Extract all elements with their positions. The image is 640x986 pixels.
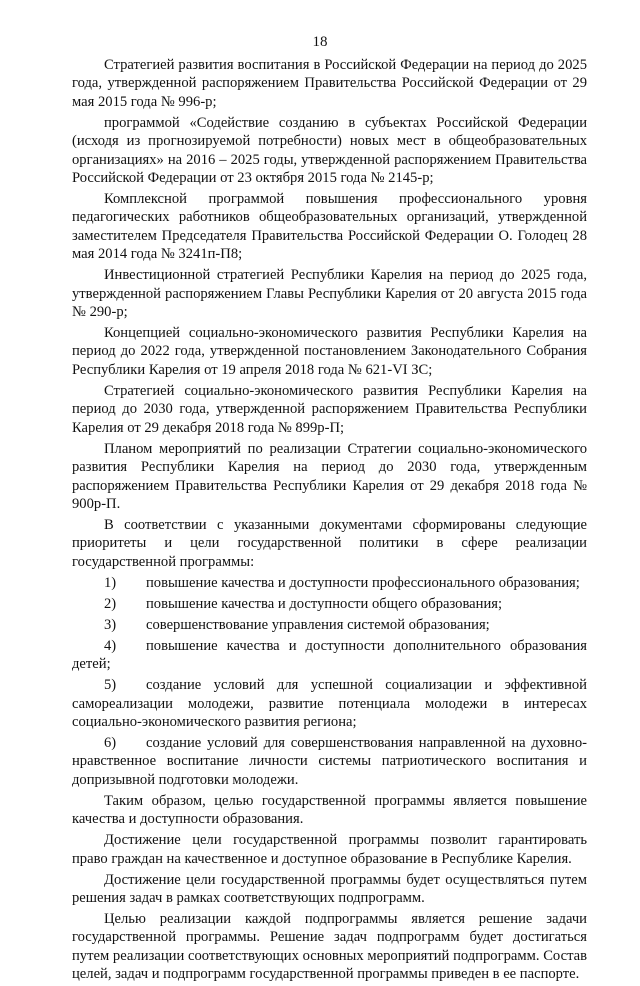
list-item-number: 3) [104, 616, 117, 633]
list-item-text: создание условий для совершенствования направленной на духовно-нравственное воспитание личности системы патриотического воспитания и допризывной подготовки молодежи. [72, 734, 587, 788]
paragraph: Инвестиционной стратегией Республики Карелия на период до 2025 года, утвержденной распоряжением Главы Республики Карелия от 20 августа 2015 года № 290-р; [72, 267, 587, 321]
list-item [72, 595, 587, 613]
list-item-number: 5) [104, 677, 117, 694]
page-number: 18 [312, 34, 328, 50]
list-item-number: 4) [104, 637, 117, 654]
paragraph: Концепцией социально-экономического развития Республики Карелия на период до 2022 года, утвержденной постановлением Законодательного Собрания Республики Карелия от 19 апреля 2018 года № 621-VI ЗС; [72, 325, 587, 378]
list-item-text: создание условий для успешной социализации и эффективной самореализации молодежи, развитие потенциала молодежи в интересах социально-экономического развития региона; [72, 677, 587, 730]
list-item-text: повышение качества и доступности профессионального образования; [146, 574, 580, 591]
paragraph: Достижение цели государственной программы позволит гарантировать право граждан на качественное и доступное образование в Республике Карелия. [72, 832, 587, 867]
paragraph: программой «Содействие созданию в субъектах Российской Федерации (исходя из прогнозируемой потребности) новых мест в общеобразовательных организациях» на 2016 – 2025 годы, утвержденной распоряжением Правительства Российской Федерации от 23 октября 2015 года № 2145-р; [72, 114, 587, 187]
document-body [72, 56, 587, 986]
list-item [72, 676, 587, 731]
paragraph: Стратегией социально-экономического развития Республики Карелия на период до 2030 года, утвержденной распоряжением Правительства Республики Карелия от 29 декабря 2018 года № 899р-П; [72, 382, 587, 436]
list-item [72, 637, 587, 674]
list-item [72, 734, 587, 789]
paragraph: Стратегией развития воспитания в Российской Федерации на период до 2025 года, утвержденной распоряжением Правительства Российской Федерации от 29 мая 2015 года № 996-р; [72, 57, 587, 110]
list-item-text: совершенствование управления системой образования; [146, 616, 490, 633]
list-item-number: 2) [104, 595, 117, 612]
paragraph: Комплексной программой повышения профессионального уровня педагогических работников общеобразовательных организаций, утвержденной заместителем Председателя Правительства Российской Федерации О. Голодец 28 мая 2014 года № 3241п-П8; [72, 191, 587, 263]
list-item-text: повышение качества и доступности общего образования; [146, 595, 503, 612]
list-item-text: повышение качества и доступности дополнительного образования детей; [72, 637, 587, 673]
paragraph: Таким образом, целью государственной программы является повышение качества и доступности образования. [72, 792, 587, 828]
list-item [72, 574, 587, 592]
paragraph: В соответствии с указанными документами сформированы следующие приоритеты и цели государственной политики в сфере реализации государственной программы: [72, 516, 587, 570]
paragraph: Достижение цели государственной программы будет осуществляться путем решения задач в рамках соответствующих подпрограмм. [72, 871, 587, 906]
list-item [72, 616, 587, 634]
list-item-number: 6) [104, 734, 117, 751]
paragraph: Планом мероприятий по реализации Стратегии социально-экономического развития Республики Карелия на период до 2030 года, утвержденным распоряжением Правительства Республики Карелия от 29 декабря 2018 года № 900р-П. [72, 440, 587, 512]
list-item-number: 1) [104, 574, 117, 591]
paragraph: Целью реализации каждой подпрограммы является решение задачи государственной программы. Решение задач подпрограмм будет достигаться путем реализации соответствующих основных мероприятий подпрограмм. Состав целей, задач и подпрограмм государственной программы приведен в ее паспорте. [72, 910, 587, 983]
